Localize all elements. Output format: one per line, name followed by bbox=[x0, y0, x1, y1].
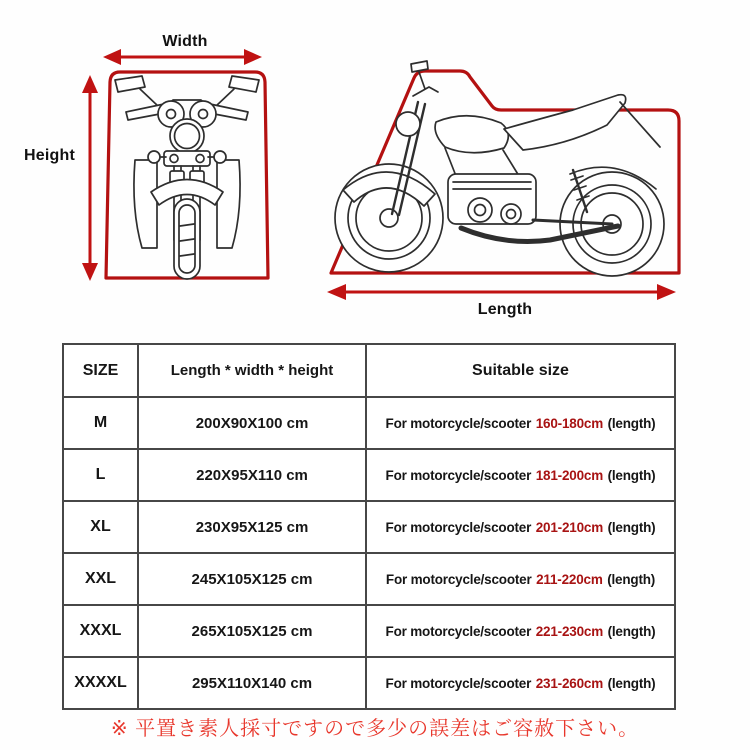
suitable-range: 201-210cm bbox=[535, 519, 604, 535]
suitable-suffix: (length) bbox=[607, 467, 656, 483]
table-row bbox=[63, 605, 675, 657]
size-cell: XXXXL bbox=[63, 657, 138, 709]
suitable-prefix: For motorcycle/scooter bbox=[385, 467, 532, 483]
suitable-suffix: (length) bbox=[607, 571, 656, 587]
size-table bbox=[62, 343, 676, 710]
suitable-range: 221-230cm bbox=[535, 623, 604, 639]
size-cell: XXL bbox=[63, 553, 138, 605]
motorcycle-front-view-diagram bbox=[52, 24, 292, 314]
suitable-suffix: (length) bbox=[607, 415, 656, 431]
suitable-cell bbox=[366, 449, 675, 501]
measurement-note: ※ 平置き素人採寸ですので多少の誤差はご容赦下さい。 bbox=[110, 718, 640, 740]
suitable-prefix: For motorcycle/scooter bbox=[385, 675, 532, 691]
size-cell: L bbox=[63, 449, 138, 501]
col-header-size: SIZE bbox=[63, 344, 138, 397]
table-row bbox=[63, 553, 675, 605]
width-label: Width bbox=[162, 33, 208, 50]
dimensions-cell: 295X110X140 cm bbox=[138, 657, 366, 709]
col-header-suitable: Suitable size bbox=[366, 344, 675, 397]
size-cell: XXXL bbox=[63, 605, 138, 657]
suitable-cell bbox=[366, 605, 675, 657]
suitable-prefix: For motorcycle/scooter bbox=[385, 415, 532, 431]
table-row bbox=[63, 657, 675, 709]
size-cell: M bbox=[63, 397, 138, 449]
suitable-suffix: (length) bbox=[607, 675, 656, 691]
size-cell: XL bbox=[63, 501, 138, 553]
suitable-range: 211-220cm bbox=[536, 571, 603, 587]
width-arrow-icon bbox=[103, 49, 262, 65]
motorcycle-side-drawing bbox=[335, 61, 664, 276]
dimensions-cell: 265X105X125 cm bbox=[138, 605, 366, 657]
suitable-suffix: (length) bbox=[607, 623, 656, 639]
suitable-cell bbox=[366, 501, 675, 553]
motorcycle-front-drawing bbox=[115, 76, 259, 279]
length-label: Length bbox=[477, 301, 533, 318]
length-arrow-icon bbox=[327, 284, 676, 300]
table-row bbox=[63, 397, 675, 449]
suitable-cell bbox=[366, 397, 675, 449]
height-label: Height bbox=[24, 147, 75, 164]
suitable-range: 160-180cm bbox=[535, 415, 604, 431]
suitable-suffix: (length) bbox=[607, 519, 656, 535]
suitable-range: 181-200cm bbox=[535, 467, 604, 483]
suitable-prefix: For motorcycle/scooter bbox=[385, 519, 532, 535]
dimensions-cell: 220X95X110 cm bbox=[138, 449, 366, 501]
table-row bbox=[63, 449, 675, 501]
suitable-range: 231-260cm bbox=[535, 675, 604, 691]
dimensions-cell: 230X95X125 cm bbox=[138, 501, 366, 553]
motorcycle-side-view-diagram bbox=[315, 52, 690, 327]
table-row bbox=[63, 501, 675, 553]
col-header-dimensions: Length * width * height bbox=[138, 344, 366, 397]
dimensions-cell: 245X105X125 cm bbox=[138, 553, 366, 605]
suitable-prefix: For motorcycle/scooter bbox=[385, 571, 532, 587]
table-header-row bbox=[63, 344, 675, 397]
height-arrow-icon bbox=[82, 75, 98, 281]
dimensions-cell: 200X90X100 cm bbox=[138, 397, 366, 449]
suitable-cell bbox=[366, 553, 675, 605]
suitable-prefix: For motorcycle/scooter bbox=[385, 623, 532, 639]
suitable-cell bbox=[366, 657, 675, 709]
